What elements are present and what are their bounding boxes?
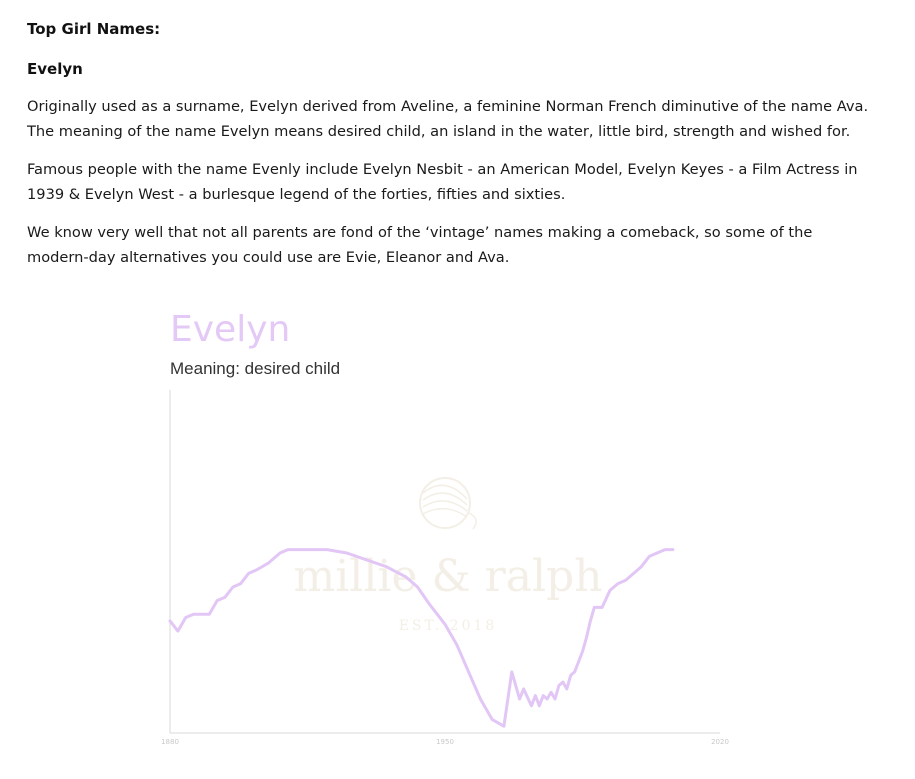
chart-title: Evelyn bbox=[170, 309, 291, 350]
x-tick-label: 1880 bbox=[161, 738, 179, 746]
paragraph-alternatives: We know very well that not all parents are fond of the ‘vintage’ names making a comeback, so some of the modern-day alternatives you could use are Evie, Eleanor and Ava. bbox=[27, 224, 813, 266]
section-heading: Top Girl Names: bbox=[27, 20, 161, 38]
chart-plot bbox=[160, 300, 740, 760]
yarn-strand bbox=[423, 485, 467, 499]
paragraph-origin: Originally used as a surname, Evelyn derived from Aveline, a feminine Norman French diminutive of the name Ava. The meaning of the name Evelyn means desired child, an island in the water, little bird, strength and wished for. bbox=[27, 98, 869, 140]
name-heading: Evelyn bbox=[27, 60, 83, 78]
watermark-logo bbox=[420, 478, 476, 529]
watermark-est: EST. 2018 bbox=[398, 618, 498, 634]
yarn-tail bbox=[469, 513, 476, 529]
x-tick-label: 1950 bbox=[436, 738, 454, 746]
name-popularity-chart bbox=[160, 300, 740, 760]
paragraph-famous-people: Famous people with the name Evenly include Evelyn Nesbit - an American Model, Evelyn Keyes - a Film Actress in 1939 & Evelyn West - a burlesque legend of the forties, fifties and sixties. bbox=[27, 161, 858, 203]
x-tick-label: 2020 bbox=[711, 738, 729, 746]
chart-subtitle: Meaning: desired child bbox=[170, 359, 341, 378]
watermark-brand: millie & ralph bbox=[293, 551, 603, 602]
yarn-strand bbox=[423, 509, 467, 517]
